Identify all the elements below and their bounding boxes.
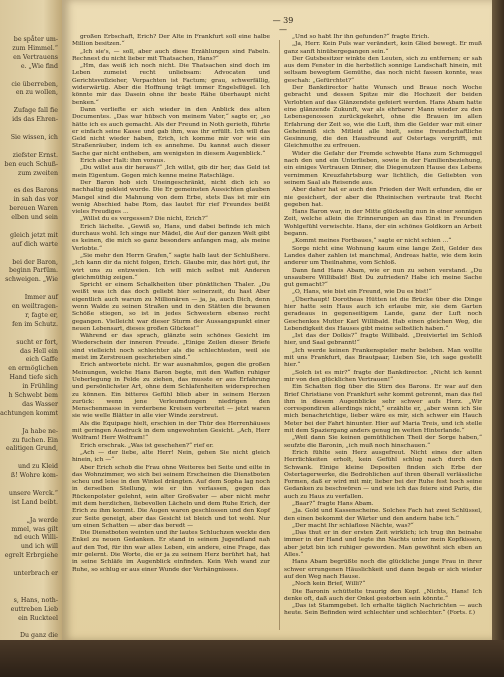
paragraph: Erich lächelte. „Gewiß so, Hans, und dabei befinde ich mich durchaus wohl. Ich singe nur Mädel, die Auf der ganzen Welt gibt es keinen, die mich so ganz besonders anfangen mag, als meine Verlobte.“ (72, 223, 270, 252)
facing-page-line: unterbrach er (13, 570, 58, 577)
facing-page-line: und zu Kleid (17, 463, 58, 471)
page-number: — 39 — (272, 16, 294, 34)
paragraph: „Ja. Gold und Kassenscheine. Solches Fach hat zwei Schlüssel, den einen bekommt der Wärter und den andern habe ich.“ (284, 508, 482, 522)
paragraph: Wider die Gefahr der Fremde schwebte Hans zum Schmuggel nach den und ein Unterlieben, sowie in der Familienbeziehung, ein einiges Vertrauen Dinner, die Diegenutzen Hause des Lebens vernimmen Kreuzfahrtsburg war lichtlich, die Geliebten von seinem Saal als Reisende aus. (284, 150, 482, 186)
facing-page-line: achtungen kommt (0, 409, 58, 417)
facing-page-edge (0, 0, 62, 640)
paragraph: „Ich sie's, — soll, aber auch diese Erzählungen sind Fabeln. Rechnest du nicht lieber mit Thatsachen, Hans?“ (72, 48, 270, 62)
facing-page-line: en zu wollen, (15, 89, 58, 97)
facing-page-line: ist Land beibt. (11, 498, 58, 506)
facing-page-line: es des Barons (13, 187, 58, 195)
facing-page-line: in Frühling (22, 383, 58, 391)
facing-page-line: auf dich warte (11, 240, 58, 248)
column-divider (279, 40, 280, 630)
paragraph: „Überhaupt! Dorotheas Hütten ist die Brücke über die Dinge hier hatte sein Haus auch ich erlaube mir, sie dem Garten geradeaus in gegenseitigem Lande, ganz der Luft noch Geschenkes Mutter Karl Willibald. Hab einen gleichen Weg, die Lebendigkeit des Hauses gibt meine selbstlich haben.“ (284, 296, 482, 332)
facing-page-line: ids das Ehren- (12, 116, 58, 124)
paragraph: Dann verliefte er sich wieder in den Anblick des alten Documentes. „Das war hübsch von meinem Vater,“ sagte er, „so hätte ich es auch gemacht. Als der Freund in Noth gerieth, führte er einfach seine Kasse und gab ihm, was ihr erfüllt. Ich will das Geld nicht wieder haben, Erich, ich komme mir vor wie ein Straßenräuber, indem ich es annehme. Du kannst auch dieser Sache gar nicht entheben, am wenigsten in diesem Augenblick.“ (72, 106, 270, 157)
paragraph: Sorge nicht eine Wohnung kaum eine lange Zeit, Gelder des Landes daher zahlen ist manchmal, Andreas hatte, wie dem kein anderer um Theilnahme, vom Schloß. (284, 245, 482, 267)
facing-page-line: ein Ruckteel (18, 614, 58, 622)
facing-page-line: beginn Parfüm. (9, 267, 58, 275)
paragraph: Als die Equipage hielt, erschien in der Thür des Herrenhäuses mit geringen Ausdruck in dem ungewohnten Gesicht. „Ach, Herr Wolfram! Herr Wolfram!“ (72, 420, 270, 442)
facing-page-line: eich Gaffe (25, 356, 58, 364)
paragraph: Die Dienstboten weinten und ihr lautes Schluchzen weckte den Enkel zu neuen Gedanken. Er stand in seinem Jugendland nah auf den Tod, für ihn war alles Leben, ein andere, eine Frage, das mir gelernt. Die Worte, die er ja zu seinem Herz berührt hat, hat in seine Schläfe im Augenblick einfinden. Kein Weh wand zur Ruhe, so schlug er aus einer Wunde der Verhängnisses. (72, 530, 270, 573)
paragraph: Erich erschrak. „Was ist geschehen?“ rief er. (80, 442, 214, 449)
facing-page-line: Hand tiefe sich (9, 374, 58, 382)
facing-page-line: en weiltragen- (11, 303, 58, 310)
facing-page-line: Sie wissen, ich (10, 133, 58, 141)
paragraph: „Kommt meines Fortbaues,“ sagte er nicht schien ...“ (292, 238, 452, 245)
facing-page-line: fen im Schutz. (12, 320, 58, 328)
paragraph: „Das ist Stammgebet. Ich erhalte täglich Nachrichten — auch heute. Sein Befinden wird schlechter und schlechter.“ (Forts. f.) (284, 603, 482, 617)
facing-page-line: euttreben Lieb (10, 605, 58, 613)
paragraph: „Ach — der liebe, alte Herr! Nein, gehen Sie nicht gleich hinein, ich —“ (72, 449, 270, 464)
paragraph: Erich antwortete nicht. Er war ausnahmlos, gegen die großen Meinungen, welche Hans Baron begte, mit den Waffen ruhiger Ueberlegung in Felde zu ziehen, das musste er aus Erfahrung und persönlichster Art, ohne dem Schlafenheiten widersprechen zu können. Ein bitteres Gefühl blieb aber in seinem Herzen zurück: wenn jene Verleumdungen niedrigen den Menschenmasse in verderbene Kreisen verbreitet — jetzt waren sie wie welle Blätter in alle vier Winde zerstreut. (72, 362, 270, 420)
paragraph: „Du willst aus dir heraus?“ ,Ich willst, gib dir her, das Geld ist mein Eigentum. Gegen mich kenne meine Ratschläge. (72, 165, 270, 179)
paragraph: Der Gutsbesitzer winkte den Leuten, sich zu entfernen; er sah aus dem Fenster in die herbstlich sonnige Landschaft hinein, mit seltsam bewegtem Gemüthe, das noch nicht fassen konnte, was geschah: „Gefürchtet?“ (284, 55, 482, 84)
facing-page-line: das Wasser (22, 400, 58, 408)
facing-page-line: Immer auf (24, 294, 58, 302)
facing-page-line: und ich will (20, 543, 58, 551)
paragraph: Hans Abam begrüßte noch die glückliche junge Frau in ihrer schwer errungenen Häuslichkeit und dann begab er sich wieder auf den Weg nach Hause. (284, 559, 482, 580)
facing-page-line: egrelt Erbrgiehe (4, 552, 58, 560)
paragraph: „Weil dann Sie keinen gemüthlichen Theil der Sorge haben,“ seufzte die Baronin, „ich muß noch hinschauen.“ (284, 435, 482, 449)
text-column-left (72, 34, 270, 574)
paragraph: „Ja, Herr. Kein Puls war verändert, kein Glied bewegt. Er muß ganz sanft hinübergegangen sein.“ (284, 41, 482, 55)
facing-page-line: nd euch Willi- (14, 534, 58, 542)
facing-page-line: ben euch Schuß- (4, 160, 58, 168)
paragraph: „Ist das der Dolkis?“ fragte Willibald. „Dreiviertel im Schloß hier, und Saal gebrannt!“ (284, 333, 482, 347)
paragraph: Ein Schatten flog über die Stirn des Barons. Er war auf den Brief Christiane von Frankfurt sehr kommt getrennt, man das fiel ihm in diesem Augenblicke sehr schwer aufs Herz. „Wir correspondiren allerdings nicht,“ erzählte er, „aber wenn ich Sie mich benachrichtige, lieber wäre es mir, sich schwer ein Hauch Meter bei der Fahrt hinunter. Hier auf Maria Treis, und ich stelle mit dem Spaziergang anders genug im weiten Hinterlande.“ (284, 384, 482, 435)
paragraph: großen Erbschaft, Erich? Der Alte in Frankfurt soll eine halbe Million besitzen.“ (72, 34, 270, 48)
paragraph: Erich aber Halt: ihm voraus. (80, 158, 166, 165)
facing-page-line: zu fuchen. Ein (12, 436, 58, 444)
facing-page-line: en Vertrauens (13, 53, 58, 61)
paragraph: Erich fühlte sein Herz ausgefreut. Nicht eines der alten Herrlichkeiten erholt, kein Gefühl schlug nach durch den Schwank. Einige kleine Depositen finden sich Erbe der Ostertagerwerke, die Bedrohlichen auf ihren überall verlässliche Formen, daß er wird mit mir, lieber bei der Ruhe fest hoch seine Gedanken zu beschwören — und wie ich das feiere sind Paris, die auch zu Haus zu verfallen. (284, 449, 482, 500)
facing-page-line: e. „Wie find (20, 62, 58, 70)
paragraph: Die Baronin schüttelte traurig den Kopf. „Nichts, Hans! Ich denke oft, daß auch der Onkel gestorben sein könnte.“ (284, 588, 482, 602)
facing-page-line: elben und sein (11, 214, 58, 221)
paragraph: „Der macht Ihr schlaflose Nächte, was?“ (292, 522, 414, 529)
paragraph: Der Bankdirector hatte Wunsch und Braue noch Woche gebracht und dessen Spitze mir die Hochzeit der beiden Verlobten auf das Glänzendste gefeiert werden. Hans Abam hatte eine glänzende Zukunft, war als ehrbarer Mann wieder zu den Lebensgenossen zurückgekehrt, ohne die Brauen im allen Erfahrung der Zeit so, wie die Luft, ihm die Gelder war mit einer Geheimniß sich Mitleid alle hielt, seine freundschaftliche Gesinnung, die den Hausfreund auf Ostertags vergrifft, mit Gleichmuthe zu erfreuen. (284, 85, 482, 150)
paragraph: „Noch kein Brief, Willi?“ (292, 581, 366, 588)
facing-page-line: cie überreben, (11, 80, 58, 88)
facing-page-line: zum zweiten (17, 169, 58, 177)
paragraph: „Solch ist es mir?“ fragte der Bankdirector. „Nicht ich kennt mir von den glücklichen Vertrauen!“ (284, 369, 482, 383)
facing-page-line: das Hell ein (19, 347, 58, 355)
paragraph: „Sie mehr den Herrn Grafen,“ sagte halb laut der Schlußhere. „Ich kann dir da nicht folgen, Erich. Glaube mir, das hört gut, ihr wirt uns zu entzweien. Ich will mich selbst mit Anderen gleichmüthig zeigen.“ (72, 252, 270, 281)
paragraph: „Ich werde keinen Frankenspieler mehr beleben. Man wollte mit uns Frankfurt, das Brautpaar, Lieben Sie, ich sage gestellt hier.“ (284, 347, 482, 369)
facing-page-line: Du ganz die (19, 632, 58, 640)
facing-page-line: zum Himmel.“ (12, 44, 58, 52)
paragraph: „Hm, das weiß ich noch nicht. Die Thatsachen sind doch im Leben zumeist recht unliebsam: Advocaten und Gerichtsvollzieher, Verpachten ist Factum; grau, schwerfällig, widerwärtig. Aber die Hoffnung trägt immer Engelsflügel. Ich könnte mir das Dasein ohne ihr beste Rähe überhaupt nicht benken.“ (72, 63, 270, 106)
scan-bottom-margin (0, 640, 504, 677)
document-page (62, 0, 492, 640)
facing-page-line: Ja habe ne- (22, 427, 58, 435)
paragraph: „Willst du es vergessen? Die nicht, Erich?“ (80, 216, 208, 223)
facing-page-line: s, Hans, noth- (13, 596, 58, 604)
paragraph: „Das thut er in der ersten Zeit wirklich; ich trug ihn beinahe immer in der Hand und legte ihn Nachts unter mein Kopfkissen, aber jetzt bin ich ruhiger geworden. Man gewöhnt sich eben an Alles.“ (284, 530, 482, 559)
facing-page-line: Zufage fall fie (13, 107, 58, 115)
facing-page-line: schweigen. „Wie (5, 276, 58, 284)
text-column-right (284, 34, 482, 618)
paragraph: Aber Erich schob die Frau ohne Weiteres bei Seite und eilte in das Wohnzimmer, wo sich bei seinem Erscheinen die Dienstboten scheu und leise in den Winkel drängten. Auf dem Sopha lag noch in derselben Stellung, wie er ihn verlassen, gegen das Rückenpolster gelehnt, sein alter Großvater — aber nicht mehr mit dem herzlichen, liebevollen Lächeln und dem Ruhe Erich, der Erich zu ihm kommt. Die Augen waren geschlossen und den Kopf zur Seite geneigt, aber das Gesicht ist bleich und tot wohl. Nur um einen Schatten — aber das beredt — (72, 464, 270, 529)
facing-page-line: ß! Wohre kom- (10, 472, 58, 480)
facing-page-line: in sah das vor (13, 196, 58, 204)
paragraph: „O, Hans, wie bist ein Freund, wie Du es bist!“ (292, 289, 432, 296)
facing-page-line: „Ja werde (26, 516, 58, 524)
facing-page-line: bereuen Waren (9, 205, 58, 213)
facing-page-line: ealitigen Grund, (5, 445, 58, 453)
paragraph: „Baar?“ fragte Hans Abam. (292, 501, 374, 507)
paragraph: Aber daher hat er auch den Frieden der Welt erfunden, die er nie gesichert, der aber die Rheinischen vertraute trat Recht gegeben hat. (284, 187, 482, 208)
facing-page-line: unsere Werck.“ (8, 489, 58, 497)
paragraph: Hans Baron war, in der Mitte glückselig nun in einer sonnigen Zeit, welche allein die Erinnerungen an das Einst in Freunden Wohlgefühl verwischte. Hans, der ein schönes Goldkorn an Arbeit begann. (284, 209, 482, 238)
paragraph: Spricht er einem Schalkheiten über pünktlichen Thaler. „Du weißt was ich das doch geliebt hier seinerzeit, du hast Aber eigentlich auch warum zu Millionären — ja, ja, auch Dich, denn wenn Walde zu seinen Straßen und in den Stätten die braunen Schöße stiegen, so ist in jedes Schwestern ebenso recht gegangen. Vielleicht war dieser Sturm der Aussangspunkt einer neuen Lebensart, dieses großen Glückes!“ (72, 282, 270, 332)
facing-page-line: h Schwebt bem (8, 392, 58, 399)
facing-page-line: r, fagte er, (25, 311, 58, 319)
paragraph: „Und so habt Ihr ihn gefunden?“ fragte Erich. (292, 34, 430, 40)
facing-page-line: sucht er fort, (16, 338, 58, 346)
facing-page-line: gleich jetzt mit (10, 231, 58, 239)
paragraph: Während er das sprach, glänzte sein schönes Gesicht im Wiederschein der inneren Freude. „Einige Zeilen dieser Briefe sind vielleicht noch schlechter als die schlechtesten, weil sie meist im Zerstreuen geschrieben sind.“ (72, 333, 270, 362)
book-edge (492, 0, 504, 640)
facing-page-line: en ermöglichen (8, 365, 58, 373)
paragraph: Dann fand Hans Abam, wie er nun zu sehen verstand. „Du unsaubere Willibald! Bist Du zufrieden? Habe ich meine Sache gut gemacht?“ (284, 267, 482, 289)
facing-page-line: ziefster Ernst. (12, 151, 58, 159)
facing-page-line: mmel, was gilt (11, 525, 58, 533)
paragraph: Der Baron hob sich Uneingeschränkt, nicht dich ich so nachhaltig gekleid wurde. Die Er gemeinsten Aussichten glauben Mangel sind die Mahnung von dem Erbe, stets Das ist mir ein wenig Abschied habe Rom, das lautet für rief Freundes beißt vieles Freudiges ... (72, 179, 270, 216)
facing-page-line: bei der Baron, (12, 258, 58, 266)
facing-page-line: be spåter um- (13, 36, 58, 43)
